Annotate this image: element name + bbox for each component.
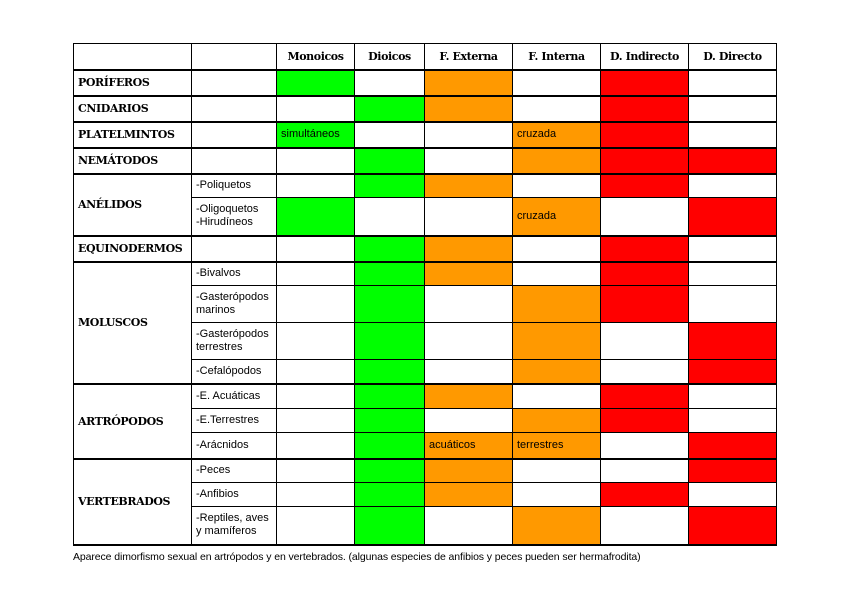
column-header: Dioicos [355,44,425,70]
table-row [74,70,777,96]
trait-cell [689,360,777,384]
trait-cell [601,409,689,433]
trait-cell [601,459,689,483]
trait-cell [689,174,777,198]
subgroup-name [192,70,277,96]
subgroup-name: -Oligoquetos -Hirudíneos [192,198,277,236]
trait-cell [601,174,689,198]
trait-cell [277,148,355,174]
trait-cell [425,122,513,148]
trait-cell [355,174,425,198]
trait-cell [277,409,355,433]
trait-cell [425,483,513,507]
trait-cell [513,459,601,483]
subgroup-name [192,96,277,122]
trait-cell [355,96,425,122]
trait-cell: terrestres [513,433,601,459]
trait-cell [689,459,777,483]
trait-cell [689,409,777,433]
trait-cell [425,409,513,433]
group-name: ANÉLIDOS [74,174,192,236]
trait-cell [513,96,601,122]
trait-cell [277,70,355,96]
trait-cell [513,384,601,409]
table-row [74,174,777,198]
trait-cell [601,198,689,236]
trait-cell [277,507,355,545]
trait-cell: acuáticos [425,433,513,459]
subgroup-name: -Poliquetos [192,174,277,198]
trait-cell [277,433,355,459]
trait-cell [689,433,777,459]
table-row [74,236,777,262]
subgroup-name: -Reptiles, aves y mamíferos [192,507,277,545]
subgroup-name: -Arácnidos [192,433,277,459]
subgroup-name: -Anfibios [192,483,277,507]
trait-cell [425,262,513,286]
column-header: Monoicos [277,44,355,70]
trait-cell [425,459,513,483]
trait-cell [689,198,777,236]
subgroup-name: -Cefalópodos [192,360,277,384]
trait-cell [689,262,777,286]
trait-cell [425,70,513,96]
trait-cell [513,70,601,96]
table-row [74,384,777,409]
table-row [74,96,777,122]
trait-cell [277,198,355,236]
trait-cell [355,409,425,433]
trait-cell: cruzada [513,122,601,148]
trait-cell [277,262,355,286]
column-header: F. Interna [513,44,601,70]
trait-cell [425,198,513,236]
trait-cell [513,174,601,198]
trait-cell [425,174,513,198]
trait-cell [513,409,601,433]
trait-cell [425,507,513,545]
trait-cell [355,483,425,507]
trait-cell [277,360,355,384]
trait-cell [355,236,425,262]
trait-cell [601,360,689,384]
trait-cell [689,286,777,323]
table-row [74,122,777,148]
group-name: PLATELMINTOS [74,122,192,148]
trait-cell [425,360,513,384]
header-row [74,44,777,70]
group-name: MOLUSCOS [74,262,192,384]
trait-cell: cruzada [513,198,601,236]
subgroup-name: -E.Terrestres [192,409,277,433]
table-row [74,262,777,286]
trait-cell [513,286,601,323]
subgroup-name: -E. Acuáticas [192,384,277,409]
header-blank-cell [192,44,277,70]
column-header: D. Directo [689,44,777,70]
subgroup-name [192,148,277,174]
trait-cell [355,459,425,483]
trait-cell [277,174,355,198]
trait-cell [689,323,777,360]
trait-cell [513,148,601,174]
trait-cell [689,148,777,174]
trait-cell [601,483,689,507]
group-name: ARTRÓPODOS [74,384,192,459]
trait-cell [277,236,355,262]
trait-cell [425,384,513,409]
trait-cell [601,236,689,262]
trait-cell [355,433,425,459]
trait-cell [277,96,355,122]
trait-cell [601,96,689,122]
trait-cell [689,122,777,148]
trait-cell [355,148,425,174]
trait-cell [277,323,355,360]
trait-cell [355,262,425,286]
trait-cell [425,96,513,122]
trait-cell [689,96,777,122]
group-name: EQUINODERMOS [74,236,192,262]
table-row [74,148,777,174]
trait-cell [601,122,689,148]
trait-cell [277,459,355,483]
trait-cell [425,148,513,174]
subgroup-name: -Peces [192,459,277,483]
trait-cell [277,483,355,507]
trait-cell [601,384,689,409]
trait-cell [601,507,689,545]
classification-table [73,43,777,546]
column-header: D. Indirecto [601,44,689,70]
trait-cell [355,323,425,360]
trait-cell [513,323,601,360]
trait-cell [355,122,425,148]
trait-cell [601,262,689,286]
trait-cell [355,286,425,323]
subgroup-name [192,236,277,262]
group-name: VERTEBRADOS [74,459,192,545]
group-name: NEMÁTODOS [74,148,192,174]
trait-cell [689,384,777,409]
trait-cell [513,507,601,545]
trait-cell [689,70,777,96]
footnote: Aparece dimorfismo sexual en artrópodos y en vertebrados. (algunas especies de anfibios y peces pueden ser hermafrodita) [73,551,641,563]
trait-cell [355,198,425,236]
trait-cell [355,384,425,409]
trait-cell [513,360,601,384]
trait-cell [425,323,513,360]
trait-cell [513,262,601,286]
group-name: CNIDARIOS [74,96,192,122]
trait-cell [513,236,601,262]
subgroup-name [192,122,277,148]
trait-cell [513,483,601,507]
subgroup-name: -Gasterópodos terrestres [192,323,277,360]
group-name: PORÍFEROS [74,70,192,96]
trait-cell [355,360,425,384]
trait-cell [355,70,425,96]
table-row [74,459,777,483]
trait-cell [689,507,777,545]
trait-cell [277,384,355,409]
trait-cell [601,148,689,174]
trait-cell [601,70,689,96]
subgroup-name: -Bivalvos [192,262,277,286]
trait-cell [425,286,513,323]
trait-cell [355,507,425,545]
trait-cell [601,433,689,459]
trait-cell [601,286,689,323]
trait-cell [425,236,513,262]
trait-cell: simultáneos [277,122,355,148]
trait-cell [689,236,777,262]
trait-cell [601,323,689,360]
column-header: F. Externa [425,44,513,70]
trait-cell [689,483,777,507]
subgroup-name: -Gasterópodos marinos [192,286,277,323]
trait-cell [277,286,355,323]
header-blank-cell [74,44,192,70]
